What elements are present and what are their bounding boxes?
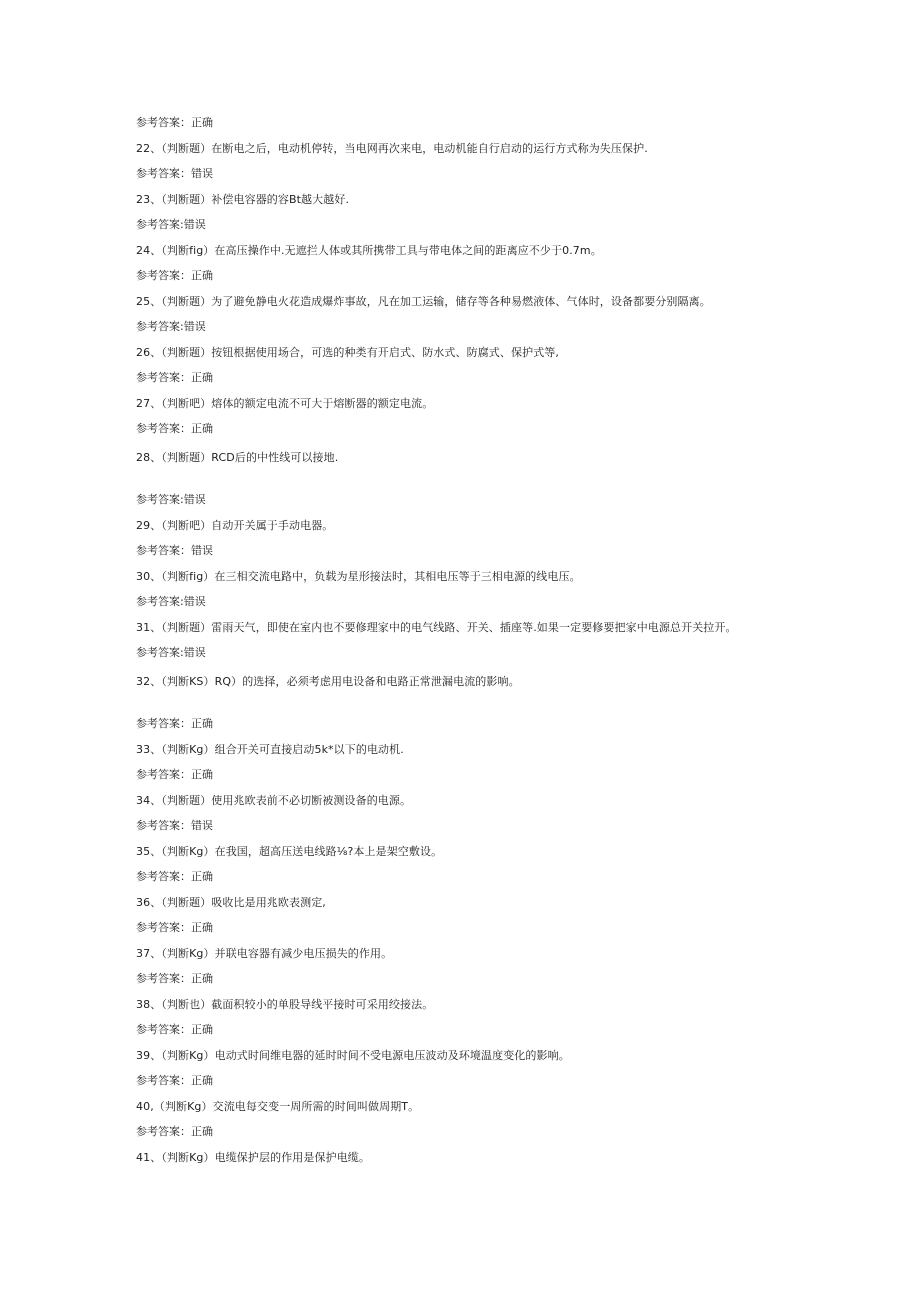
- question-line: 39、（判断Kg）电动式时间维电器的延时时间不受电源电压波动及环境温度变化的影响。: [136, 1049, 570, 1062]
- answer-line: 参考答案:错误: [136, 218, 206, 231]
- answer-line: 参考答案：错误: [136, 544, 213, 557]
- question-line: 29、（判断吧）自动开关属于手动电器。: [136, 519, 334, 532]
- question-line: 41、（判断Kg）电缆保护层的作用是保护电缆。: [136, 1151, 370, 1164]
- answer-line: 参考答案：正确: [136, 1074, 213, 1087]
- answer-line: 参考答案：正确: [136, 116, 213, 129]
- question-line: 30、（判断fig）在三相交流电路中，负载为星形接法时，其相电压等于三相电源的线电压。: [136, 570, 581, 583]
- question-line: 32、（判断KS）RQ）的选择，必须考虑用电设备和电路正常泄漏电流的影响。: [136, 675, 520, 688]
- answer-line: 参考答案：正确: [136, 921, 213, 934]
- question-line: 25、（判断题）为了避免静电火花造成爆炸事故，凡在加工运输，储存等各种易燃液体、气体时，设备都要分别隔离。: [136, 295, 711, 308]
- answer-line: 参考答案：正确: [136, 269, 213, 282]
- answer-line: 参考答案：正确: [136, 870, 213, 883]
- question-line: 38、（判断也）截面积较小的单股导线平接时可采用绞接法。: [136, 998, 434, 1011]
- question-line: 34、（判断题）使用兆欧表前不必切断被测设备的电源。: [136, 794, 412, 807]
- answer-line: 参考答案:错误: [136, 320, 206, 333]
- question-line: 35、（判断Kg）在我国，超高压送电线路⅛?本上是架空敷设。: [136, 845, 443, 858]
- question-line: 22、（判断题）在断电之后，电动机停转，当电网再次来电，电动机能自行启动的运行方式称为失压保护.: [136, 142, 648, 155]
- answer-line: 参考答案：错误: [136, 167, 213, 180]
- question-line: 36、（判断题）吸收比是用兆欧表测定,: [136, 896, 326, 909]
- question-line: 24、（判断fig）在高压操作中.无遮拦人体或其所携带工具与带电体之间的距离应不少于0.7m。: [136, 244, 602, 257]
- answer-line: 参考答案：正确: [136, 717, 213, 730]
- answer-line: 参考答案：正确: [136, 1023, 213, 1036]
- answer-line: 参考答案:错误: [136, 595, 206, 608]
- question-line: 33、（判断Kg）组合开关可直接启动5k*以下的电动机.: [136, 743, 404, 756]
- answer-line: 参考答案：正确: [136, 1125, 213, 1138]
- question-line: 37、（判断Kg）并联电容器有减少电压损失的作用。: [136, 947, 393, 960]
- answer-line: 参考答案:错误: [136, 646, 206, 659]
- question-line: 26、（判断题）按钮根据使用场合，可选的种类有开启式、防水式、防腐式、保护式等,: [136, 346, 559, 359]
- answer-line: 参考答案：正确: [136, 422, 213, 435]
- answer-line: 参考答案：正确: [136, 972, 213, 985]
- answer-line: 参考答案：错误: [136, 819, 213, 832]
- answer-line: 参考答案：正确: [136, 768, 213, 781]
- question-line: 31、（判断题）雷雨天气，即使在室内也不要修理家中的电气线路、开关、插座等.如果一定要修要把家中电源总开关拉开。: [136, 621, 737, 634]
- answer-line: 参考答案:错误: [136, 493, 206, 506]
- answer-line: 参考答案：正确: [136, 371, 213, 384]
- question-line: 40,（判断Kg）交流电每交变一周所需的时间叫做周期T。: [136, 1100, 420, 1113]
- question-line: 27、（判断吧）熔体的额定电流不可大于熔断器的额定电流。: [136, 397, 434, 410]
- question-line: 23、（判断题）补偿电容器的容Bt越大越好.: [136, 193, 350, 206]
- question-line: 28、（判断题）RCD后的中性线可以接地.: [136, 451, 339, 464]
